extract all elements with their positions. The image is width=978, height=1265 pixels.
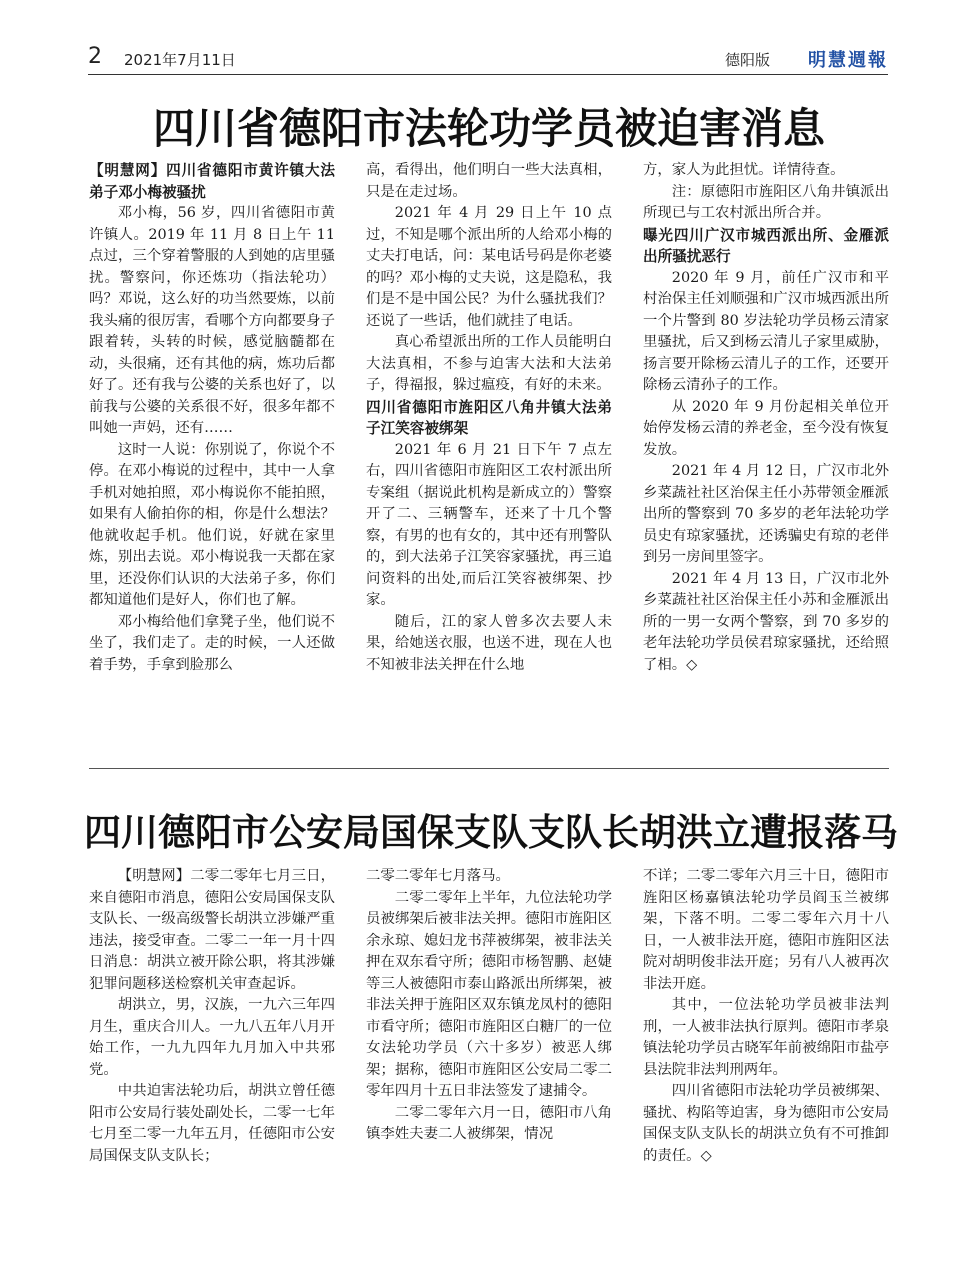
paragraph: 2021 年 6 月 21 日下午 7 点左右，四川省德阳市旌阳区工农村派出所专案组（据说此机构是新成立的）警察开了二、三辆警车，还来了十几个警察，有男的也有女的，其中还有刑警队的，到大法弟子江笑容家骚扰，再三追问资料的出处,而后江笑容被绑架、抄家。 bbox=[366, 441, 612, 608]
article-1-column-2 bbox=[366, 160, 612, 676]
article-1-body bbox=[89, 160, 889, 676]
publication-logo: 明慧週報 bbox=[808, 50, 888, 71]
paragraph-continued: 二零二零年七月落马。 bbox=[366, 868, 510, 884]
paragraph-continued: 不详；二零二零年六月三十日，德阳市旌阳区杨嘉镇法轮功学员阎玉兰被绑架，下落不明。二零二零年六月十八日，一人被非法开庭，德阳市旌阳区法院对胡明俊非法开庭；另有八人被再次非法开庭。 bbox=[643, 868, 889, 992]
paragraph: 邓小梅，56 岁，四川省德阳市黄许镇人。2019 年 11 月 8 日上午 11 点过，三个穿着警服的人到她的店里骚扰。警察问，你还炼功（指法轮功）吗？邓说，这么好的功当然要炼，以前我头痛的很厉害，看哪个方向都要身子跟着转，头转的时候，感觉脑髓都在动，头很痛，还有其他的病，炼功后都好了。还有我与公婆的关系也好了，以前我与公婆的关系很不好，很多年都不叫她一声妈，还有…… bbox=[89, 205, 335, 436]
paragraph: 二零二零年六月一日，德阳市八角镇李姓夫妻二人被绑架，情况 bbox=[366, 1104, 612, 1142]
article-1-column-3 bbox=[643, 160, 889, 676]
edition-label: 德阳版 bbox=[724, 51, 770, 69]
article-1-headline: 四川省德阳市法轮功学员被迫害消息 bbox=[152, 104, 825, 153]
article-2-headline: 四川德阳市公安局国保支队支队长胡洪立遭报落马 bbox=[84, 811, 898, 854]
source-tag: 【明慧网】 bbox=[89, 162, 167, 179]
header-rule bbox=[88, 74, 888, 75]
article-2-column-3 bbox=[643, 866, 889, 1167]
paragraph: 其中，一位法轮功学员被非法判刑，一人被非法执行原判。德阳市孝泉镇法轮功学员古晓军年前被绵阳市盐亭县法院非法判刑两年。 bbox=[643, 997, 889, 1078]
paragraph: 真心希望派出所的工作人员能明白大法真相，不参与迫害大法和大法弟子，得福报，躲过瘟疫，有好的未来。 bbox=[366, 334, 612, 393]
paragraph: 二零二零年上半年，九位法轮功学员被绑架后被非法关押。德阳市旌阳区余永琼、媳妇龙书萍被绑架，被非法关押在双东看守所；德阳市杨智鹏、赵婕等三人被德阳市泰山路派出所绑架，被非法关押于旌阳区双东镇龙凤村的德阳市看守所；德阳市旌阳区白糖厂的一位女法轮功学员（六十多岁）被恶人绑架；据称，德阳市旌阳区公安局二零二零年四月十五日非法签发了逮捕令。 bbox=[366, 889, 612, 1099]
paragraph: 四川省德阳市法轮功学员被绑架、骚扰、构陷等迫害，身为德阳市公安局国保支队支队长的胡洪立负有不可推卸的责任。◇ bbox=[643, 1083, 889, 1164]
article-2-column-2 bbox=[366, 866, 612, 1167]
paragraph: 从 2020 年 9 月份起相关单位开始停发杨云清的养老金，至今没有恢复发放。 bbox=[643, 398, 889, 458]
paragraph: 注：原德阳市旌阳区八角井镇派出所现已与工农村派出所合并。 bbox=[643, 183, 889, 221]
section-subhead: 四川省德阳市黄许镇大法弟子邓小梅被骚扰 bbox=[89, 162, 335, 201]
section-subhead: 四川省德阳市旌阳区八角井镇大法弟子江笑容被绑架 bbox=[366, 398, 612, 437]
page-number: 2 bbox=[88, 44, 102, 69]
paragraph-continued: 方，家人为此担忧。详情待查。 bbox=[643, 162, 845, 178]
paragraph: 这时一人说：你别说了，你说个不停。在邓小梅说的过程中，其中一人拿手机对她拍照，邓小梅说你不能拍照，如果有人偷拍你的相，你是什么想法？他就收起手机。他们说，好就在家里炼，别出去说。邓小梅说我一天都在家里，还没你们认识的大法弟子多，你们都知道他们是好人，你们也了解。 bbox=[89, 441, 335, 608]
source-tag: 【明慧网】 bbox=[117, 868, 191, 884]
article-1-column-1 bbox=[89, 160, 335, 676]
issue-date: 2021年7月11日 bbox=[124, 51, 236, 69]
paragraph: 中共迫害法轮功后，胡洪立曾任德阳市公安局行装处副处长，二零一七年七月至二零一九年五月，任德阳市公安局国保支队支队长； bbox=[89, 1083, 335, 1164]
paragraph-text: 二零二零年七月三日，来自德阳市消息，德阳公安局国保支队支队长、一级高级警长胡洪立涉嫌严重违法，接受审查。二零二一年一月十四日消息：胡洪立被开除公职，将其涉嫌犯罪问题移送检察机关审查起诉。 bbox=[89, 868, 335, 992]
article-1-section-1 bbox=[89, 160, 335, 203]
section-subhead: 曝光四川广汉市城西派出所、金雁派出所骚扰恶行 bbox=[643, 226, 889, 265]
paragraph: 2021 年 4 月 13 日，广汉市北外乡菜蔬社社区治保主任小苏和金雁派出所的一男一女两个警察，到 70 多岁的老年法轮功学员侯君琼家骚扰，还给照了相。◇ bbox=[643, 570, 889, 673]
paragraph: 随后，江的家人曾多次去要人未果，给她送衣服，也送不进，现在人也不知被非法关押在什么地 bbox=[366, 613, 612, 673]
paragraph bbox=[89, 866, 335, 995]
paragraph: 邓小梅给他们拿凳子坐，他们说不坐了，我们走了。走的时候，一人还做着手势，手拿到脸那么 bbox=[89, 613, 335, 673]
article-2-column-1 bbox=[89, 866, 335, 1167]
article-2-body bbox=[89, 866, 889, 1167]
paragraph: 2021 年 4 月 29 日上午 10 点过，不知是哪个派出所的人给邓小梅的丈夫打电话，问：某电话号码是你老婆的吗？邓小梅的丈夫说，这是隐私，我们是不是中国公民？为什么骚扰我们？还说了一些话，他们就挂了电话。 bbox=[366, 205, 612, 329]
article-divider bbox=[89, 768, 889, 769]
page-header bbox=[88, 44, 888, 74]
paragraph-continued: 高，看得出，他们明白一些大法真相，只是在走过场。 bbox=[366, 162, 612, 200]
paragraph: 2021 年 4 月 12 日，广汉市北外乡菜蔬社社区治保主任小苏带领金雁派出所的警察到 70 多岁的老年法轮功学员史有琼家骚扰，还诱骗史有琼的老伴到另一房间里签字。 bbox=[643, 463, 889, 565]
paragraph: 胡洪立，男，汉族，一九六三年四月生，重庆合川人。一九八五年八月开始工作，一九九四年九月加入中共邪党。 bbox=[89, 997, 335, 1078]
paragraph: 2020 年 9 月，前任广汉市和平村治保主任刘顺强和广汉市城西派出所一个片警到 80 岁法轮功学员杨云清家里骚扰，后又到杨云清儿子家里威胁，扬言要开除杨云清儿子的工作，还要开除杨云清孙子的工作。 bbox=[643, 269, 889, 393]
